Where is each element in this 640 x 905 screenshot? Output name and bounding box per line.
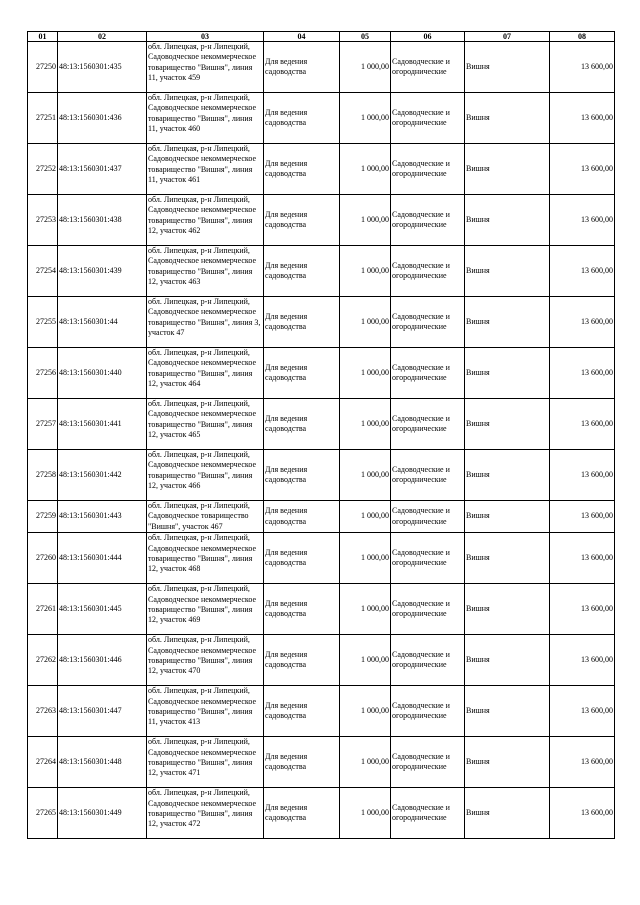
cell-category: Садоводческие и огороднические — [391, 788, 465, 839]
cell-area: 1 000,00 — [340, 93, 391, 144]
cell-address: обл. Липецкая, р-н Липецкий, Садоводческое некоммерческое товарищество "Вишня", линия 11, участок 413 — [147, 686, 264, 737]
cell-area: 1 000,00 — [340, 42, 391, 93]
cell-permitted-use: Для ведения садоводства — [264, 42, 340, 93]
cell-row-number: 27264 — [28, 737, 58, 788]
cell-value: 13 600,00 — [550, 195, 615, 246]
cell-category: Садоводческие и огороднические — [391, 399, 465, 450]
cell-permitted-use: Для ведения садоводства — [264, 533, 340, 584]
cell-name: Вишня — [465, 399, 550, 450]
cell-name: Вишня — [465, 686, 550, 737]
cell-address: обл. Липецкая, р-н Липецкий, Садоводческое некоммерческое товарищество "Вишня", линия 12, участок 465 — [147, 399, 264, 450]
cell-value: 13 600,00 — [550, 144, 615, 195]
table-row — [28, 501, 615, 533]
cell-category: Садоводческие и огороднические — [391, 686, 465, 737]
cell-name: Вишня — [465, 533, 550, 584]
table-row — [28, 348, 615, 399]
cell-name: Вишня — [465, 42, 550, 93]
table-row — [28, 635, 615, 686]
cell-permitted-use: Для ведения садоводства — [264, 450, 340, 501]
cell-cadastral-number: 48:13:1560301:439 — [58, 246, 147, 297]
cell-address: обл. Липецкая, р-н Липецкий, Садоводческое некоммерческое товарищество "Вишня", линия 12, участок 472 — [147, 788, 264, 839]
cell-address: обл. Липецкая, р-н Липецкий, Садоводческое некоммерческое товарищество "Вишня", линия 12, участок 469 — [147, 584, 264, 635]
cell-value: 13 600,00 — [550, 584, 615, 635]
cell-value: 13 600,00 — [550, 788, 615, 839]
cell-address: обл. Липецкая, р-н Липецкий, Садоводческое некоммерческое товарищество "Вишня", линия 3, участок 47 — [147, 297, 264, 348]
cell-category: Садоводческие и огороднические — [391, 584, 465, 635]
cell-cadastral-number: 48:13:1560301:44 — [58, 297, 147, 348]
cell-cadastral-number: 48:13:1560301:440 — [58, 348, 147, 399]
cell-value: 13 600,00 — [550, 93, 615, 144]
table-row — [28, 737, 615, 788]
table-row — [28, 195, 615, 246]
cell-address: обл. Липецкая, р-н Липецкий, Садоводческое некоммерческое товарищество "Вишня", линия 12, участок 471 — [147, 737, 264, 788]
cell-category: Садоводческие и огороднические — [391, 93, 465, 144]
cell-row-number: 27256 — [28, 348, 58, 399]
table-row — [28, 297, 615, 348]
cell-row-number: 27253 — [28, 195, 58, 246]
cell-row-number: 27260 — [28, 533, 58, 584]
cell-category: Садоводческие и огороднические — [391, 635, 465, 686]
cell-cadastral-number: 48:13:1560301:447 — [58, 686, 147, 737]
cell-cadastral-number: 48:13:1560301:436 — [58, 93, 147, 144]
cell-name: Вишня — [465, 348, 550, 399]
cell-area: 1 000,00 — [340, 533, 391, 584]
cell-address: обл. Липецкая, р-н Липецкий, Садоводческое некоммерческое товарищество "Вишня", линия 11, участок 459 — [147, 42, 264, 93]
cell-row-number: 27254 — [28, 246, 58, 297]
cell-row-number: 27262 — [28, 635, 58, 686]
column-header-07: 07 — [465, 32, 550, 42]
cell-area: 1 000,00 — [340, 737, 391, 788]
cell-address: обл. Липецкая, р-н Липецкий, Садоводческое некоммерческое товарищество "Вишня", линия 12, участок 466 — [147, 450, 264, 501]
cell-row-number: 27261 — [28, 584, 58, 635]
cell-row-number: 27257 — [28, 399, 58, 450]
table-row — [28, 533, 615, 584]
cell-name: Вишня — [465, 450, 550, 501]
table-row — [28, 42, 615, 93]
cell-permitted-use: Для ведения садоводства — [264, 501, 340, 533]
cell-permitted-use: Для ведения садоводства — [264, 93, 340, 144]
cell-area: 1 000,00 — [340, 450, 391, 501]
cell-name: Вишня — [465, 297, 550, 348]
cell-cadastral-number: 48:13:1560301:441 — [58, 399, 147, 450]
cell-area: 1 000,00 — [340, 399, 391, 450]
cell-category: Садоводческие и огороднические — [391, 348, 465, 399]
column-header-04: 04 — [264, 32, 340, 42]
cell-row-number: 27250 — [28, 42, 58, 93]
cell-row-number: 27255 — [28, 297, 58, 348]
cell-value: 13 600,00 — [550, 686, 615, 737]
cell-area: 1 000,00 — [340, 246, 391, 297]
table-header — [28, 32, 615, 42]
cell-cadastral-number: 48:13:1560301:444 — [58, 533, 147, 584]
cell-cadastral-number: 48:13:1560301:448 — [58, 737, 147, 788]
cell-cadastral-number: 48:13:1560301:442 — [58, 450, 147, 501]
cell-area: 1 000,00 — [340, 635, 391, 686]
cell-area: 1 000,00 — [340, 686, 391, 737]
cell-category: Садоводческие и огороднические — [391, 42, 465, 93]
cell-permitted-use: Для ведения садоводства — [264, 144, 340, 195]
table-row — [28, 144, 615, 195]
cell-value: 13 600,00 — [550, 450, 615, 501]
header-row — [28, 32, 615, 42]
table-row — [28, 584, 615, 635]
cell-cadastral-number: 48:13:1560301:437 — [58, 144, 147, 195]
cell-value: 13 600,00 — [550, 246, 615, 297]
cell-name: Вишня — [465, 195, 550, 246]
cell-address: обл. Липецкая, р-н Липецкий, Садоводческое некоммерческое товарищество "Вишня", линия 12, участок 468 — [147, 533, 264, 584]
cell-address: обл. Липецкая, р-н Липецкий, Садоводческое товарищество "Вишня", участок 467 — [147, 501, 264, 533]
cell-address: обл. Липецкая, р-н Липецкий, Садоводческое некоммерческое товарищество "Вишня", линия 12, участок 470 — [147, 635, 264, 686]
land-registry-table — [27, 31, 615, 839]
cell-address: обл. Липецкая, р-н Липецкий, Садоводческое некоммерческое товарищество "Вишня", линия 12, участок 462 — [147, 195, 264, 246]
cell-row-number: 27258 — [28, 450, 58, 501]
table-body — [28, 42, 615, 839]
cell-address: обл. Липецкая, р-н Липецкий, Садоводческое некоммерческое товарищество "Вишня", линия 12, участок 464 — [147, 348, 264, 399]
cell-permitted-use: Для ведения садоводства — [264, 348, 340, 399]
cell-cadastral-number: 48:13:1560301:445 — [58, 584, 147, 635]
cell-value: 13 600,00 — [550, 42, 615, 93]
cell-category: Садоводческие и огороднические — [391, 737, 465, 788]
cell-row-number: 27259 — [28, 501, 58, 533]
cell-permitted-use: Для ведения садоводства — [264, 686, 340, 737]
cell-category: Садоводческие и огороднические — [391, 144, 465, 195]
cell-category: Садоводческие и огороднические — [391, 195, 465, 246]
cell-name: Вишня — [465, 584, 550, 635]
table-row — [28, 686, 615, 737]
cell-cadastral-number: 48:13:1560301:435 — [58, 42, 147, 93]
cell-area: 1 000,00 — [340, 297, 391, 348]
cell-permitted-use: Для ведения садоводства — [264, 737, 340, 788]
cell-category: Садоводческие и огороднические — [391, 246, 465, 297]
cell-area: 1 000,00 — [340, 501, 391, 533]
cell-cadastral-number: 48:13:1560301:446 — [58, 635, 147, 686]
cell-row-number: 27263 — [28, 686, 58, 737]
cell-area: 1 000,00 — [340, 348, 391, 399]
cell-area: 1 000,00 — [340, 584, 391, 635]
document-page — [27, 31, 614, 839]
cell-permitted-use: Для ведения садоводства — [264, 399, 340, 450]
cell-name: Вишня — [465, 246, 550, 297]
table-row — [28, 246, 615, 297]
cell-row-number: 27251 — [28, 93, 58, 144]
cell-cadastral-number: 48:13:1560301:449 — [58, 788, 147, 839]
cell-area: 1 000,00 — [340, 144, 391, 195]
column-header-06: 06 — [391, 32, 465, 42]
cell-area: 1 000,00 — [340, 195, 391, 246]
cell-name: Вишня — [465, 93, 550, 144]
cell-name: Вишня — [465, 144, 550, 195]
cell-category: Садоводческие и огороднические — [391, 501, 465, 533]
column-header-08: 08 — [550, 32, 615, 42]
cell-name: Вишня — [465, 737, 550, 788]
cell-name: Вишня — [465, 635, 550, 686]
cell-permitted-use: Для ведения садоводства — [264, 584, 340, 635]
cell-permitted-use: Для ведения садоводства — [264, 635, 340, 686]
cell-name: Вишня — [465, 501, 550, 533]
cell-value: 13 600,00 — [550, 297, 615, 348]
column-header-02: 02 — [58, 32, 147, 42]
cell-value: 13 600,00 — [550, 348, 615, 399]
cell-value: 13 600,00 — [550, 501, 615, 533]
cell-cadastral-number: 48:13:1560301:438 — [58, 195, 147, 246]
table-row — [28, 788, 615, 839]
table-row — [28, 93, 615, 144]
cell-name: Вишня — [465, 788, 550, 839]
cell-value: 13 600,00 — [550, 533, 615, 584]
table-row — [28, 450, 615, 501]
cell-value: 13 600,00 — [550, 635, 615, 686]
column-header-01: 01 — [28, 32, 58, 42]
cell-category: Садоводческие и огороднические — [391, 450, 465, 501]
table-row — [28, 399, 615, 450]
cell-permitted-use: Для ведения садоводства — [264, 195, 340, 246]
cell-address: обл. Липецкая, р-н Липецкий, Садоводческое некоммерческое товарищество "Вишня", линия 11, участок 461 — [147, 144, 264, 195]
cell-permitted-use: Для ведения садоводства — [264, 246, 340, 297]
cell-permitted-use: Для ведения садоводства — [264, 788, 340, 839]
column-header-03: 03 — [147, 32, 264, 42]
cell-category: Садоводческие и огороднические — [391, 533, 465, 584]
cell-row-number: 27265 — [28, 788, 58, 839]
cell-permitted-use: Для ведения садоводства — [264, 297, 340, 348]
cell-address: обл. Липецкая, р-н Липецкий, Садоводческое некоммерческое товарищество "Вишня", линия 11, участок 460 — [147, 93, 264, 144]
column-header-05: 05 — [340, 32, 391, 42]
cell-cadastral-number: 48:13:1560301:443 — [58, 501, 147, 533]
cell-address: обл. Липецкая, р-н Липецкий, Садоводческое некоммерческое товарищество "Вишня", линия 12, участок 463 — [147, 246, 264, 297]
cell-value: 13 600,00 — [550, 399, 615, 450]
cell-area: 1 000,00 — [340, 788, 391, 839]
cell-row-number: 27252 — [28, 144, 58, 195]
cell-category: Садоводческие и огороднические — [391, 297, 465, 348]
cell-value: 13 600,00 — [550, 737, 615, 788]
